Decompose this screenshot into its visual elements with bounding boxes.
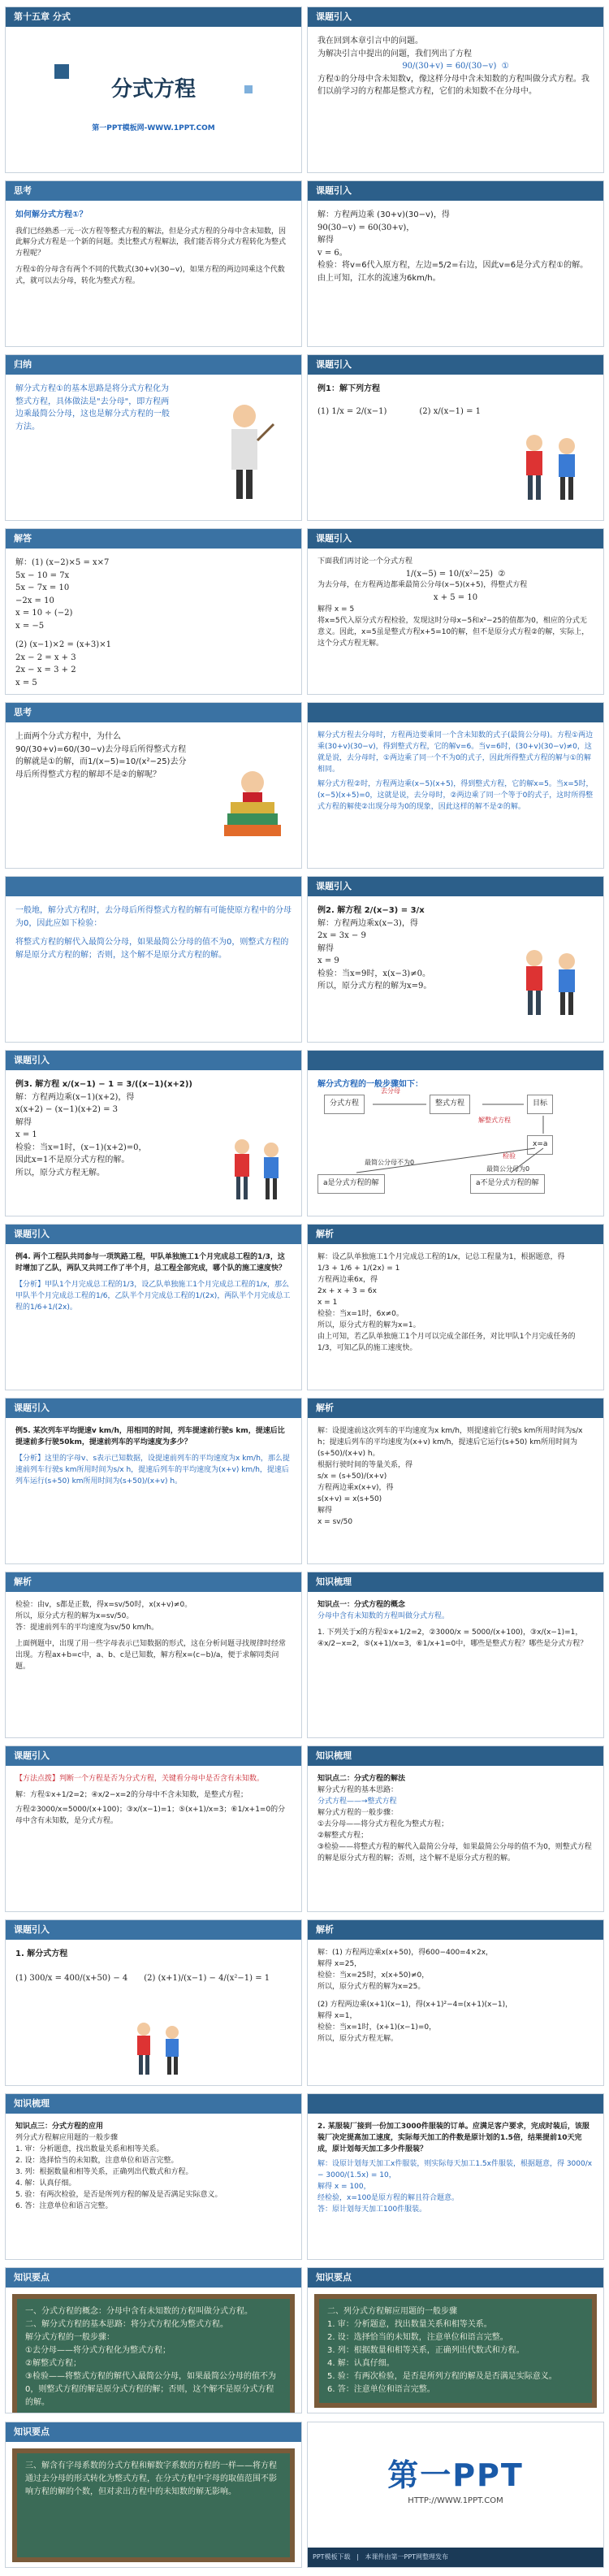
slide-bar (308, 703, 603, 722)
text-line: 下面我们再讨论一个分式方程 (317, 557, 413, 566)
text-line: 4. 解：认真仔细。 (327, 2359, 395, 2368)
slide-example-1[interactable] (307, 354, 604, 521)
text-line: 解得 (15, 1117, 32, 1127)
slide-bar: 解析 (6, 1572, 301, 1592)
flow-label: 检验 (503, 1152, 516, 1160)
text-line: 2x − 2 = x + 3 (15, 653, 76, 662)
analysis-paragraph: 【分析】这里的字母v、s表示已知数据，设提速前列车的平均速度为x km/h，那么提速前列车行驶s km所用时间为s/x h，提速后列车的平均速度为(x+v) km/h，提速后列车运行(s+50) km所用时间为(s+50)/(x+v) h。 (15, 1454, 290, 1485)
equation: (2) (x+1)/(x−1) − 4/(x²−1) = 1 (144, 1973, 270, 1983)
text-line: ①去分母——将分式方程化为整式方程； (25, 2346, 171, 2355)
row-11 (0, 1746, 609, 1912)
text-line: 解：(1) (x−2)×5 = x×7 (15, 558, 110, 567)
children-icon (127, 2018, 192, 2083)
text-line: 检验：当x=1时，(x+1)(x−1)=0， (317, 2023, 437, 2032)
chalkboard (12, 2294, 295, 2413)
equation: 90/(30+v) = 60/(30−v) ① (402, 62, 509, 71)
text-line: 解得 x=25， (317, 1959, 362, 1968)
slide-example-5[interactable] (5, 1398, 302, 1564)
text-paragraph: 将x=5代入原分式方程检验，发现这时分母x−5和x²−25的值都为0，相应的分式无意义。因此，x=5虽是整式方程x+5=10的解，但不是原分式方程②的解，实际上，这个分式方程无解。 (317, 616, 590, 648)
text-line: 解得 x=1， (317, 2011, 357, 2020)
text-paragraph: 解分式方程②时，方程两边乘(x−5)(x+5)，得到整式方程，它的解x=5。当x=5时，(x−5)(x+5)=0，这就是说，去分母时，②两边乘了同一个等于0的式子，这时所得整式方程的解使②出现分母为0的现象，因此这样的解不是②的解。 (317, 779, 594, 811)
equation: (1) 300/x = 400/(x+50) − 4 (15, 1973, 128, 1983)
solution-block (6, 549, 301, 695)
row-12 (0, 1919, 609, 2086)
footer-left[interactable]: PPT模板下载 (313, 2553, 351, 2561)
analysis-paragraph: 【分析】甲队1个月完成总工程的1/3，设乙队单独施工1个月完成总工程的1/x，那么甲队半个月完成总工程的1/6，乙队半个月完成总工程的1/(2x)，两队半个月完成总工程的1/6+1/(2x)。 (15, 1280, 291, 1312)
text-line: ③检验——将整式方程的解代入最简公分母，如果最简公分母的值不为0，则整式方程的解是原分式方程的解；否则，这个解不是原分式方程的解。 (317, 1842, 592, 1863)
slide-bar: 解析 (308, 1225, 603, 1244)
chapter-bar: 第十五章 分式 (6, 7, 301, 27)
slide-bar (308, 1051, 603, 1070)
text-paragraph: 例4. 两个工程队共同参与一项筑路工程，甲队单独施工1个月完成总工程的1/3，这时增加了乙队，两队又共同工作了半个月，总工程全部完成，哪个队的施工速度快？ (15, 1253, 287, 1273)
slide-exercise-1[interactable] (5, 1919, 302, 2086)
text-line: (2) 方程两边乘(x+1)(x−1)，得(x+1)²−4=(x+1)(x−1)， (317, 2000, 513, 2009)
row-1 (0, 7, 609, 173)
text-line: ③检验——将整式方程的解代入最简公分母，如果最简公分母的值不为0，则整式方程的解是原分式方程的解；否则，这个解不是原分式方程的解。 (25, 2372, 276, 2407)
chalk-text: 三、解含有字母系数的分式方程和解数字系数的方程的一样——将方程通过去分母的形式转化为整式方程，在分式方程中字母的取值范围不影响方程的解的个数，但对求出方程中的未知数的解无影响。 (25, 2461, 277, 2496)
text-line: 列分式方程解应用题的一般步骤 (15, 2133, 119, 2142)
text-line: 所以，原分式方程的解为x=25。 (317, 1982, 425, 1991)
text-line: 解：设提速前这次列车的平均速度为x km/h，则提速前它行驶s km所用时间为s/x h；提速后列车的平均速度为(x+v) km/h，提速后它运行(s+50) km所用时间为(s+50)/(x+v) h。 (317, 1427, 583, 1458)
chalkboard (314, 2294, 597, 2408)
slide-bar: 课题引入 (6, 1746, 301, 1766)
example-title: 例1：解下列方程 (317, 384, 380, 393)
text-line: 1. 审：分析题意，找出数量关系和相等关系。 (327, 2320, 492, 2329)
solution-line: 90(30−v) = 60(30+v)， (317, 223, 415, 232)
slide-bar: 课题引入 (308, 181, 603, 201)
brand-url[interactable]: HTTP://WWW.1PPT.COM (408, 2496, 503, 2505)
slide-key-points-2[interactable] (307, 2267, 604, 2413)
slide-summary-1[interactable] (5, 354, 302, 521)
slide-bar: 知识梳理 (308, 1572, 603, 1592)
stacked-books-icon (216, 752, 289, 857)
flow-box-target: 目标 (527, 1095, 553, 1114)
text-paragraph: 一般地，解分式方程时，去分母后所得整式方程的解有可能使原方程中的分母为0，因此应如下检验： (15, 906, 292, 928)
slide-exercise-2[interactable] (307, 2093, 604, 2260)
slide-steps-diagram[interactable] (307, 1050, 604, 1216)
text-line: 二、列分式方程解应用题的一般步骤 (327, 2307, 457, 2316)
text-line: 2. 设：选择恰当的未知数，注意单位和语言完整。 (15, 2156, 179, 2165)
footer-right[interactable]: 本课件由第一PPT网整理发布 (365, 2553, 449, 2561)
flow-label: 最简公分母为0 (486, 1165, 530, 1173)
text-line: 1/3 + 1/6 + 1/(2x) = 1 (317, 1264, 400, 1273)
slide-knowledge-3[interactable] (5, 2093, 302, 2260)
solution-line: 解：方程两边乘 (30+v)(30−v)，得 (317, 210, 450, 219)
row-14 (0, 2267, 609, 2413)
slide-bar: 解析 (308, 1920, 603, 1940)
text-paragraph: 例5. 某次列车平均提速v km/h，用相同的时间，列车提速前行驶s km，提速后比提速前多行驶50km，提速前列车的平均速度为多少？ (15, 1427, 285, 1446)
equation: (2) x/(x−1) = 1 (419, 406, 482, 416)
text-line: 4. 解：认真仔细。 (15, 2179, 76, 2188)
text-line: x = −5 (15, 621, 45, 631)
exercise-title: 1. 解分式方程 (15, 1949, 68, 1958)
text-line: 解：(1) 方程两边乘x(x+50)，得600−400=4×2x， (317, 1949, 494, 1957)
slide-cover[interactable] (5, 7, 302, 173)
row-15 (0, 2422, 609, 2568)
text-line: −2x = 10 (15, 596, 54, 605)
text-line: x(x+2) − (x−1)(x+2) = 3 (15, 1105, 119, 1114)
flow-arrows (308, 1070, 584, 1208)
text-line: 5. 验：有两次检验，是否是所列方程的解及是否满足实际意义。 (327, 2372, 557, 2381)
text-paragraph: 解：方程①x+1/2=2；④x/2−x=2的分母中不含未知数，是整式方程； (15, 1790, 248, 1799)
text-line: 5x − 10 = 7x (15, 570, 70, 580)
flow-box-integral: 整式方程 (430, 1095, 470, 1114)
text-paragraph: 1. 下列关于x的方程①x+1/2=2，②3000/x = 5000/(x+100)，③x/(x−1)=1，④x/2−x=2，⑤(x+1)/x=3，⑥1/x+1=0中，哪些是整式方程？哪些是分式方程？ (317, 1628, 588, 1648)
text-paragraph: 将整式方程的解代入最简公分母，如果最简公分母的值不为0，则整式方程的解是原分式方程的解；否则，这个解不是原分式方程的解。 (15, 938, 289, 960)
text-line: 解分式方程的一般步骤： (317, 1808, 399, 1817)
slide-intro-2[interactable] (307, 528, 604, 695)
solution-line: 解得 (317, 236, 334, 245)
slide-bar: 知识要点 (308, 2268, 603, 2288)
text-line: 分式方程——→整式方程 (317, 1797, 397, 1806)
slide-bar: 思考 (6, 181, 301, 201)
solution-block (308, 1244, 603, 1362)
text-line: 所以，原分式方程的解为x=9。 (317, 982, 432, 991)
slide-solution-1[interactable] (307, 180, 604, 347)
text-line: x = 9 (317, 956, 339, 965)
text-line: x = 1 (317, 1298, 338, 1307)
text-line: 1. 审：分析题意，找出数量关系和相等关系。 (15, 2144, 164, 2153)
slide-bar: 知识梳理 (6, 2094, 301, 2114)
text-line: 为去分母，在方程两边都乘最简公分母(x−5)(x+5)，得整式方程 (317, 581, 528, 590)
text-line: 解：方程两边乘x(x−3)，得 (317, 918, 418, 928)
slide-key-points-1[interactable] (5, 2267, 302, 2413)
question-title: 如何解分式方程①？ (15, 210, 88, 219)
solution-line: 解得 x = 100， (317, 2182, 371, 2191)
text-line: 二、解分式方程的基本思路：将分式方程化为整式方程。 (25, 2320, 228, 2329)
slide-bar: 知识要点 (6, 2268, 301, 2288)
slide-knowledge-2[interactable] (307, 1746, 604, 1912)
text-line: 5. 验：有两次检验，是否是所列方程的解及是否满足实际意义。 (15, 2190, 222, 2199)
slide-bar: 思考 (6, 703, 301, 722)
deco-square-icon (244, 85, 253, 93)
slide-bar: 课题引入 (308, 355, 603, 375)
slide-bar: 课题引入 (308, 877, 603, 896)
text-line: 我在回到本章引言中的问题。 (317, 37, 423, 46)
children-icon (514, 428, 587, 510)
text-line: 解得 (317, 943, 334, 953)
flow-box-root: x=a (527, 1135, 553, 1155)
solution-block (317, 917, 493, 993)
slide-bar: 课题引入 (6, 1920, 301, 1940)
text-line: 检验：由v，s都是正数，得x=sv/50时，x(x+v)≠0。 (15, 1601, 192, 1609)
flow-label: 去分母 (381, 1087, 400, 1095)
slide-intro[interactable] (307, 7, 604, 173)
text-line: 检验：当x=9时，x(x−3)≠0。 (317, 969, 430, 978)
step-list (15, 2144, 292, 2213)
flow-box-valid: a是分式方程的解 (317, 1174, 385, 1194)
slide-bar: 解答 (6, 529, 301, 549)
slide-example-2[interactable] (307, 876, 604, 1043)
knowledge-title: 知识点三：分式方程的应用 (15, 2123, 104, 2131)
flow-label: 解整式方程 (478, 1117, 511, 1124)
text-line: 所以，原分式方程无解。 (15, 1168, 105, 1177)
children-icon (224, 1132, 289, 1209)
text-line (317, 1993, 594, 2000)
text-line: 5x − 7x = 10 (15, 583, 70, 592)
row-3 (0, 354, 609, 521)
slide-key-points-3[interactable] (5, 2422, 302, 2568)
row-5 (0, 702, 609, 869)
text-paragraph: 上面两个分式方程中，为什么90/(30+v)=60/(30−v)去分母后所得整式方程的解就是①的解，而1/(x−5)=10/(x²−25)去分母后所得整式方程的解却不是②的解呢？ (15, 732, 187, 779)
flow-box-invalid: a不是分式方程的解 (470, 1174, 545, 1194)
slide-explain[interactable] (307, 702, 604, 869)
slide-answer-1[interactable] (5, 528, 302, 695)
slide-bar (308, 2094, 603, 2114)
solution-line: v = 6。 (317, 248, 348, 258)
slide-think-2[interactable] (5, 702, 302, 869)
slide-exercise-solution[interactable] (307, 1919, 604, 2086)
text-line: s(x+v) = x(s+50) (317, 1494, 382, 1503)
text-line: 解：设乙队单独施工1个月完成总工程的1/x，记总工程量为1，根据题意，得 (317, 1253, 565, 1261)
text-line: 所以，原分式方程的解为x=1。 (317, 1321, 421, 1329)
text-line: (2) (x−1)×2 = (x+3)×1 (15, 640, 111, 649)
slide-bar: 知识梳理 (308, 1746, 603, 1766)
row-6 (0, 876, 609, 1043)
text-line: 所以，原分式方程的解为x=sv/50。 (15, 1611, 134, 1620)
brand-logo[interactable]: 第一PPT (387, 2457, 524, 2493)
slide-bar: 归纳 (6, 355, 301, 375)
text-line: 2x = 3x − 9 (317, 931, 366, 940)
text-line: 一、分式方程的概念：分母中含有未知数的方程叫做分式方程。 (25, 2307, 253, 2316)
text-line: 3. 列：根据数量和相等关系，正确列出代数式和方程。 (327, 2346, 525, 2355)
text-line: 解分式方程的一般步骤： (25, 2333, 114, 2342)
slide-bar: 知识要点 (6, 2422, 301, 2442)
knowledge-title: 知识点一：分式方程的概念 (317, 1601, 406, 1609)
text-line: x = sv/50 (317, 1517, 353, 1526)
text-line: 3. 列：根据数量和相等关系，正确列出代数式和方程。 (15, 2167, 193, 2176)
slide-example-4[interactable] (5, 1224, 302, 1390)
row-10 (0, 1572, 609, 1738)
text-line: s/x = (s+50)/(x+v) (317, 1472, 387, 1481)
chalkboard (12, 2448, 295, 2562)
text-line: x = 1 (15, 1130, 37, 1139)
footer-links: PPT模板下载 | 本课件由第一PPT网整理发布 (308, 2548, 603, 2567)
equation: x + 5 = 10 (433, 593, 478, 603)
text-line: 解得 x = 5 (317, 605, 355, 614)
text-line: 检验：当x=25时，x(x+50)≠0， (317, 1971, 430, 1980)
row-2 (0, 180, 609, 347)
text-line: 6. 答：注意单位和语言完整。 (15, 2201, 113, 2210)
slide-think[interactable] (5, 180, 302, 347)
text-line: 为解决引言中提出的问题，我们列出了方程 (317, 49, 472, 59)
slide-bar: 课题引入 (308, 529, 603, 549)
solution-line: 由上可知，江水的流速为6km/h。 (317, 273, 441, 283)
slide-analysis-5b[interactable] (5, 1572, 302, 1738)
children-icon (514, 942, 587, 1031)
slide-bar (6, 877, 301, 896)
teacher-icon (212, 400, 277, 505)
row-4 (0, 528, 609, 695)
slide-knowledge-1[interactable] (307, 1572, 604, 1738)
text-line: x = 5 (15, 678, 37, 687)
text-paragraph: 方程①的分母中含未知数v，像这样分母中含未知数的方程叫做分式方程。我们以前学习的方程都是整式方程，它们的未知数不在分母中。 (317, 74, 590, 96)
flow-label: 最简公分母不为0 (365, 1159, 415, 1166)
text-line: 方程两边乘6x，得 (317, 1275, 378, 1284)
slide-example-3[interactable] (5, 1050, 302, 1216)
text-line: 解：方程两边乘(x−1)(x+2)，得 (15, 1092, 135, 1102)
text-line: ①去分母——将分式方程化为整式方程； (317, 1819, 449, 1828)
solution-block (308, 1418, 603, 1536)
solution-line: 经检验，x=100是原方程的解且符合题意。 (317, 2193, 460, 2202)
text-line: 2. 设：选择恰当的未知数，注意单位和语言完整。 (327, 2333, 508, 2342)
row-8 (0, 1224, 609, 1390)
diagram-title: 解分式方程的一般步骤如下： (317, 1080, 423, 1089)
text-line: 所以，原分式方程无解。 (317, 2034, 399, 2043)
text-paragraph: 方程②3000/x=5000/(x+100)；③x/(x−1)=1；⑤(x+1)/x=3；⑥1/x+1=0的分母中含有未知数，是分式方程。 (15, 1805, 286, 1825)
slide-analysis-4[interactable] (307, 1224, 604, 1390)
cover-site[interactable]: 第一PPT模板网-WWW.1PPT.COM (92, 124, 215, 132)
text-line: 因此x=1不是原分式方程的解。 (15, 1156, 130, 1164)
text-line: 根据行驶时间的等量关系，得 (317, 1460, 413, 1469)
solution-line: 检验：将v=6代入原方程，左边=5/2=右边，因此v=6是分式方程①的解。 (317, 261, 589, 270)
slide-bar: 课题引入 (6, 1051, 301, 1070)
slide-bar: 课题引入 (308, 7, 603, 27)
solution-block (308, 1940, 603, 2053)
text-line: 解分式方程的基本思路： (317, 1785, 399, 1794)
summary-text: 解分式方程①的基本思路是将分式方程化为整式方程，具体做法是"去分母"，即方程两边乘最简公分母，这也是解分式方程的一般方法。 (15, 384, 170, 432)
slide-method-tip[interactable] (5, 1746, 302, 1912)
text-paragraph: 我们已经熟悉一元一次方程等整式方程的解法，但是分式方程的分母中含未知数，因此解分式方程是一个新的问题。类比整式方程解法，我们能否将分式方程转化为整式方程呢？ (15, 227, 287, 258)
solution-line: 解：设原计划每天加工x件服装，则实际每天加工1.5x件服装，根据题意，得 3000/x − 3000/(1.5x) = 10， (317, 2159, 593, 2179)
text-line: 由上可知，若乙队单独施工1个月可以完成全部任务，对比甲队1个月完成任务的1/3，可知乙队的施工速度快。 (317, 1332, 576, 1352)
text-paragraph: 2. 某服装厂接到一份加工3000件服装的订单。应满足客户要求，完成时装后，该服装厂决定提高加工速度，实际每天加工的件数是原计划的1.5倍，结果提前10天完成，原计划每天加工多少件服装？ (317, 2123, 590, 2153)
slide-bar: 课题引入 (6, 1225, 301, 1244)
text-line: ②解整式方程； (317, 1831, 369, 1840)
row-9 (0, 1398, 609, 1564)
slide-bar: 解析 (308, 1399, 603, 1418)
row-13 (0, 2093, 609, 2260)
cover-title: 分式方程 (110, 77, 196, 102)
example-title: 例3. 解方程 x/(x−1) − 1 = 3/((x−1)(x+2)) (15, 1080, 192, 1089)
text-line: x = 10 ÷ (−2) (15, 609, 73, 618)
slide-check-rule[interactable] (5, 876, 302, 1043)
text-line: ②解整式方程； (25, 2359, 81, 2368)
text-line (15, 632, 292, 639)
text-line: 检验：当x=1时，(x−1)(x+2)=0， (15, 1143, 147, 1152)
text-line: 检验：当x=1时，6x≠0。 (317, 1309, 404, 1318)
equation: (1) 1/x = 2/(x−1) (317, 406, 387, 416)
text-line: 方程两边乘x(x+v)，得 (317, 1483, 394, 1492)
text-line: 2x + x + 3 = 6x (317, 1286, 377, 1295)
knowledge-title: 知识点二：分式方程的解法 (317, 1775, 406, 1783)
text-line: 分母中含有未知数的方程叫做分式方程。 (317, 1611, 450, 1620)
text-paragraph: 上面例题中，出现了用一些字母表示已知数据的形式，这在分析问题寻找规律时经常出现。方程ax+b=c中，a、b、c是已知数，解方程x=(c−b)/a，便于求解同类问题。 (15, 1639, 287, 1671)
text-line: 解得 (317, 1506, 333, 1515)
example-title: 例2. 解方程 2/(x−3) = 3/x (317, 906, 425, 915)
text-line: 2x − x = 3 + 2 (15, 666, 76, 674)
tip-text: 【方法点拨】判断一个方程是否为分式方程，关键看分母中是否含有未知数。 (15, 1775, 265, 1783)
slide-analysis-5[interactable] (307, 1398, 604, 1564)
text-line: 答：提速前列车的平均速度为sv/50 km/h。 (15, 1623, 159, 1632)
text-line: 6. 答：注意单位和语言完整。 (327, 2385, 435, 2394)
slide-bar: 课题引入 (6, 1399, 301, 1418)
deco-square-icon (54, 64, 69, 79)
slide-end-logo[interactable] (307, 2422, 604, 2568)
text-paragraph: 解分式方程去分母时，方程两边要乘同一个含未知数的式子(最简公分母)。方程①两边乘(30+v)(30−v)，得到整式方程，它的解v=6。当v=6时，(30+v)(30−v)≠0，这就是说，去分母时，①两边乘了同一个不为0的式子，因此所得整式方程的解与①的解相同。 (317, 731, 594, 774)
equation: 1/(x−5) = 10/(x²−25) ② (405, 569, 506, 579)
row-7 (0, 1050, 609, 1216)
text-paragraph: 方程①的分母含有两个不同的代数式(30+v)(30−v)，如果方程的两边同乘这个代数式，就可以去分母，转化为整式方程。 (15, 266, 285, 286)
flow-box-fractional: 分式方程 (324, 1095, 365, 1114)
solution-line: 答：原计划每天加工100件服装。 (317, 2205, 427, 2214)
solution-block (15, 1091, 199, 1180)
